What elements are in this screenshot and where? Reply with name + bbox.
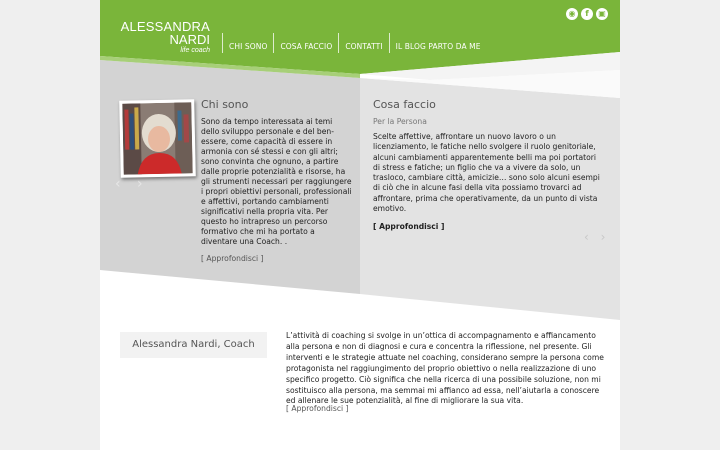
cosa-faccio-title: Cosa faccio — [373, 98, 436, 111]
social-links — [566, 8, 608, 20]
chi-sono-text: Sono da tempo interessata ai temi dello sviluppo personale e del ben-essere, come capacità di essere in armonia con sé stessi e con gli altri; sono convinta che ognuno, a partire dalle proprie potenzialità e risorse, ha gli strumenti necessari per raggiungere i propri obiettivi personali, professionali e affettivi, portando cambiamenti significativi nella propria vita. Per questo ho intrapreso un percorso formativo che mi ha portato a diventare una Coach. . — [201, 117, 352, 246]
site-header — [100, 0, 620, 100]
nav-item-chi-sono[interactable]: CHI SONO — [222, 33, 273, 53]
cosa-faccio-text: Scelte affettive, affrontare un nuovo lavoro o un licenziamento, le fatiche nello svolgere il ruolo genitoriale, alcuni cambiamenti apparentemente belli ma poi portatori di stress e fatiche; un figlio che va a vivere da solo, un trasloco, cambiare città, amicizie… sono solo alcuni esempi di ciò che in alcune fasi della vita possiamo trovarci ad affrontare, prima che operativamente, da un punto di vista emotivo. — [373, 132, 600, 214]
page-container — [100, 0, 620, 450]
nav-item-contatti[interactable]: CONTATTI — [338, 33, 388, 53]
nav-item-cosa-faccio[interactable]: COSA FACCIO — [273, 33, 338, 53]
nav-item-blog[interactable]: IL BLOG PARTO DA ME — [389, 33, 487, 53]
profile-photo — [119, 99, 196, 178]
site-logo[interactable] — [120, 20, 210, 55]
logo-name-last: NARDI — [169, 32, 210, 47]
facebook-icon[interactable]: f — [581, 8, 593, 20]
cosa-faccio-subtitle: Per la Persona — [373, 117, 427, 126]
rss-icon[interactable]: ◉ — [566, 8, 578, 20]
coach-name-box: Alessandra Nardi, Coach — [120, 332, 267, 358]
logo-name-first: ALESSANDRA — [120, 19, 210, 34]
chi-sono-slider-arrows[interactable]: ‹ › — [115, 176, 149, 192]
coaching-description-text: L’attività di coaching si svolge in un’ottica di accompagnamento e affiancamento alla persona e non di diagnosi e cura e concentra la riflessione, nel presente. Gli interventi e le strategie attuate nel coaching, considerano sempre la persona come protagonista nel raggiungimento del proprio obiettivo o nella realizzazione di uno specifico progetto. Ciò significa che nella ricerca di una possibile soluzione, non mi sostituisco alla persona, ma semmai mi affianco ad essa, nell’aiutarla a conoscere ed allenare le sue potenzialità, al fine di migliorare la sua vita. — [286, 331, 604, 406]
cosa-faccio-read-more-link[interactable]: [ Approfondisci ] — [373, 222, 445, 231]
profile-photo-image — [122, 102, 192, 174]
logo-tagline: life coach — [180, 47, 210, 54]
chi-sono-title: Chi sono — [201, 98, 249, 111]
main-nav — [222, 33, 487, 53]
about-read-more-link[interactable]: [ Approfondisci ] — [286, 404, 349, 413]
youtube-icon[interactable]: ▣ — [596, 8, 608, 20]
cosa-faccio-slider-arrows[interactable]: ‹ › — [584, 230, 610, 244]
chi-sono-read-more-link[interactable]: [ Approfondisci ] — [201, 254, 264, 263]
